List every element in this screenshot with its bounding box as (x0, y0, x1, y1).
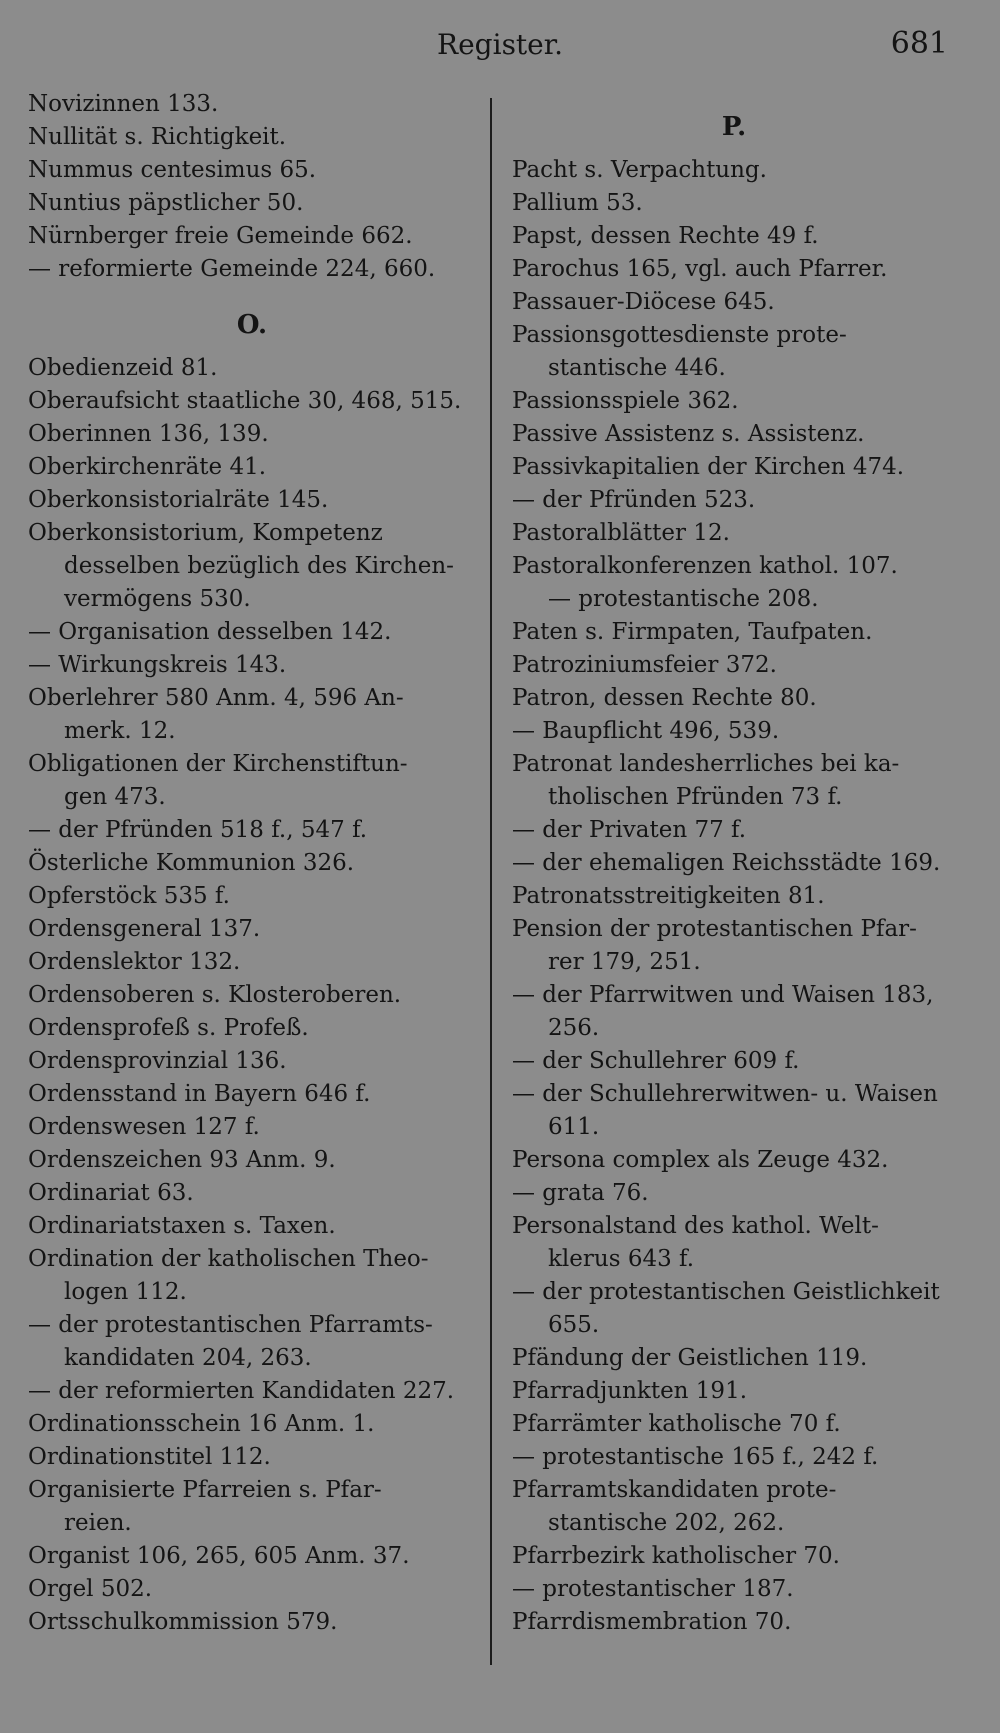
index-entry: Ordensstand in Bayern 646 f. (28, 1081, 371, 1107)
index-entry: Ordinationstitel 112. (28, 1444, 271, 1470)
index-entry: — reformierte Gemeinde 224, 660. (28, 256, 436, 282)
index-entry-continuation: rer 179, 251. (548, 949, 701, 975)
index-entry: — der Schullehrer 609 f. (512, 1048, 800, 1074)
index-entry-continuation: 611. (548, 1114, 600, 1140)
index-entry: Ordination der katholischen Theo- (28, 1246, 429, 1272)
index-entry: Oberaufsicht staatliche 30, 468, 515. (28, 388, 462, 414)
index-entry-continuation: merk. 12. (64, 718, 176, 744)
index-entry: Passauer-Diöcese 645. (512, 289, 775, 315)
index-entry: — grata 76. (512, 1180, 649, 1206)
index-entry-continuation: stantische 202, 262. (548, 1510, 785, 1536)
index-entry: — Baupflicht 496, 539. (512, 718, 780, 744)
index-entry: Oberlehrer 580 Anm. 4, 596 An- (28, 685, 404, 711)
index-entry: Pfarradjunkten 191. (512, 1378, 748, 1404)
index-entry: Persona complex als Zeuge 432. (512, 1147, 889, 1173)
index-entry: Novizinnen 133. (28, 91, 219, 117)
index-entry-continuation: 256. (548, 1015, 600, 1041)
index-entry: Nürnberger freie Gemeinde 662. (28, 223, 413, 249)
index-entry: Oberkonsistorium, Kompetenz (28, 520, 383, 546)
index-entry: — der protestantischen Geistlichkeit (512, 1279, 940, 1305)
index-entry: Papst, dessen Rechte 49 f. (512, 223, 819, 249)
index-entry: Passionsgottesdienste prote- (512, 322, 847, 348)
index-entry: — der ehemaligen Reichsstädte 169. (512, 850, 941, 876)
index-entry: Pfarramtskandidaten prote- (512, 1477, 837, 1503)
index-entry: Passivkapitalien der Kirchen 474. (512, 454, 905, 480)
index-entry: — der protestantischen Pfarramts- (28, 1312, 433, 1338)
index-entry: Nuntius päpstlicher 50. (28, 190, 304, 216)
index-entry-continuation: reien. (64, 1510, 132, 1536)
index-entry: Pastoralkonferenzen kathol. 107. (512, 553, 898, 579)
index-entry: Opferstöck 535 f. (28, 883, 230, 909)
index-entry: — protestantische 165 f., 242 f. (512, 1444, 879, 1470)
index-entry: Orgel 502. (28, 1576, 153, 1602)
index-entry: Ordinariat 63. (28, 1180, 194, 1206)
index-entry: Oberkonsistorialräte 145. (28, 487, 329, 513)
index-entry: Ordenswesen 127 f. (28, 1114, 260, 1140)
index-entry-continuation: vermögens 530. (64, 586, 251, 612)
index-entry-continuation: gen 473. (64, 784, 166, 810)
index-entry: Ordensgeneral 137. (28, 916, 261, 942)
running-title: Register. (437, 28, 563, 61)
index-entry: Ordensprovinzial 136. (28, 1048, 287, 1074)
index-entry: Pfarrbezirk katholischer 70. (512, 1543, 840, 1569)
index-entry: Organist 106, 265, 605 Anm. 37. (28, 1543, 410, 1569)
index-entry: Parochus 165, vgl. auch Pfarrer. (512, 256, 888, 282)
index-entry: Ortsschulkommission 579. (28, 1609, 338, 1635)
left-column (28, 88, 476, 1639)
index-entry: Pfarrdismembration 70. (512, 1609, 792, 1635)
index-entry: Obligationen der Kirchenstiftun- (28, 751, 408, 777)
index-entry: Patronat landesherrliches bei ka- (512, 751, 900, 777)
index-entry: Ordensoberen s. Klosteroberen. (28, 982, 402, 1008)
index-entry-continuation: stantische 446. (548, 355, 726, 381)
index-entry: Pension der protestantischen Pfar- (512, 916, 917, 942)
index-entry: — der Pfründen 518 f., 547 f. (28, 817, 368, 843)
index-entry: — der Pfarrwitwen und Waisen 183, (512, 982, 934, 1008)
index-entry: Personalstand des kathol. Welt- (512, 1213, 879, 1239)
index-entry-continuation: desselben bezüglich des Kirchen- (64, 553, 454, 579)
index-entry: Pallium 53. (512, 190, 643, 216)
section-letter-heading: O. (236, 310, 268, 340)
index-entry: Oberkirchenräte 41. (28, 454, 267, 480)
index-entry: Österliche Kommunion 326. (28, 850, 355, 876)
index-entry: Passionsspiele 362. (512, 388, 739, 414)
index-entry: — der Privaten 77 f. (512, 817, 747, 843)
index-entry-continuation: 655. (548, 1312, 600, 1338)
index-entry: — Wirkungskreis 143. (28, 652, 287, 678)
section-letter-heading: P. (721, 112, 747, 142)
index-entry: Patroziniumsfeier 372. (512, 652, 777, 678)
index-entry: Patronatsstreitigkeiten 81. (512, 883, 825, 909)
right-column (512, 88, 956, 1639)
index-entry: Patron, dessen Rechte 80. (512, 685, 817, 711)
index-entry: Nullität s. Richtigkeit. (28, 124, 287, 150)
index-entry: — der Pfründen 523. (512, 487, 756, 513)
index-entry: Ordensprofeß s. Profeß. (28, 1015, 309, 1041)
page-header (0, 24, 1000, 64)
index-entry: Pastoralblätter 12. (512, 520, 730, 546)
index-entry: Pfarrämter katholische 70 f. (512, 1411, 841, 1437)
index-entry: Ordinariatstaxen s. Taxen. (28, 1213, 336, 1239)
index-entry: Ordinationsschein 16 Anm. 1. (28, 1411, 375, 1437)
index-entry: Ordenszeichen 93 Anm. 9. (28, 1147, 336, 1173)
index-entry: — der Schullehrerwitwen- u. Waisen (512, 1081, 938, 1107)
index-entry: Nummus centesimus 65. (28, 157, 317, 183)
index-entry: Passive Assistenz s. Assistenz. (512, 421, 865, 447)
index-entry: — Organisation desselben 142. (28, 619, 392, 645)
index-entry-continuation: klerus 643 f. (548, 1246, 695, 1272)
index-entry: Pfändung der Geistlichen 119. (512, 1345, 868, 1371)
index-entry: Oberinnen 136, 139. (28, 421, 269, 447)
index-entry: Ordenslektor 132. (28, 949, 241, 975)
index-entry: — protestantischer 187. (512, 1576, 794, 1602)
column-divider (490, 98, 492, 1665)
index-entry-continuation: tholischen Pfründen 73 f. (548, 784, 843, 810)
index-entry: — der reformierten Kandidaten 227. (28, 1378, 455, 1404)
index-entry-continuation: logen 112. (64, 1279, 187, 1305)
index-entry: Organisierte Pfarreien s. Pfar- (28, 1477, 382, 1503)
index-entry: Obedienzeid 81. (28, 355, 218, 381)
index-entry-continuation: — protestantische 208. (548, 586, 819, 612)
page-number: 681 (890, 26, 948, 61)
index-entry-continuation: kandidaten 204, 263. (64, 1345, 312, 1371)
index-entry: Paten s. Firmpaten, Taufpaten. (512, 619, 873, 645)
index-entry: Pacht s. Verpachtung. (512, 157, 767, 183)
